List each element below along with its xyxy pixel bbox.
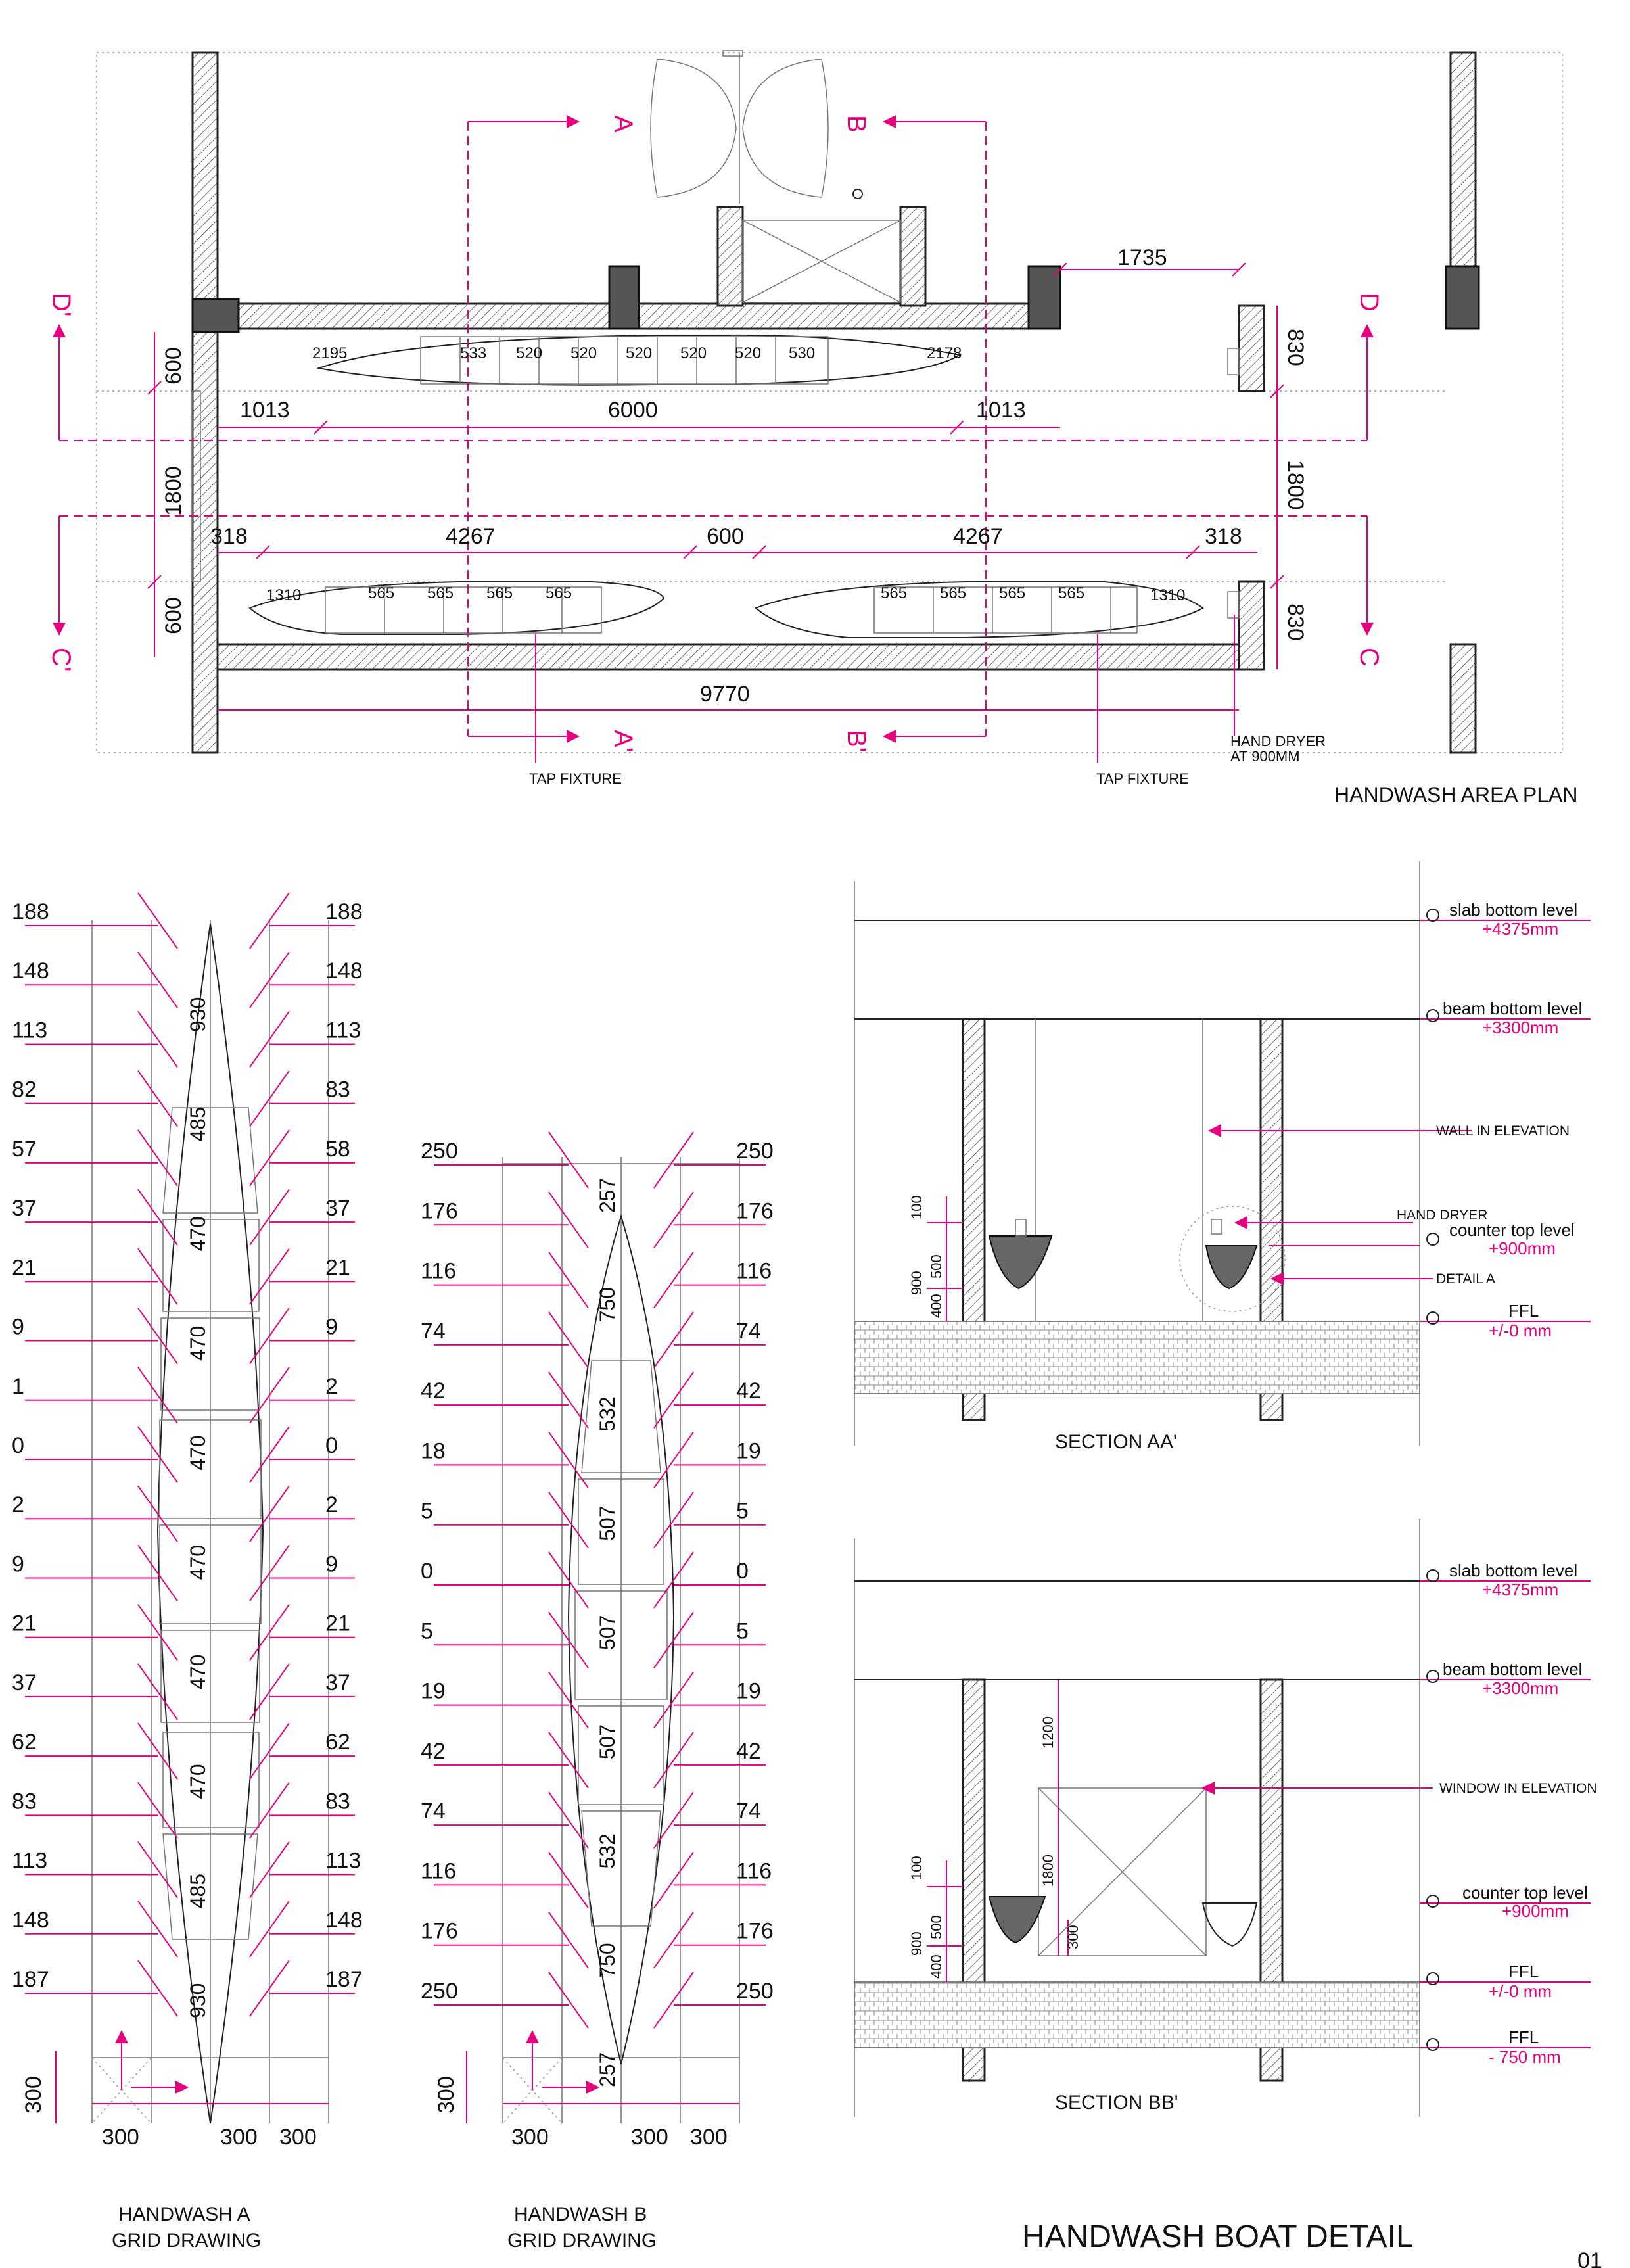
dim-4267-left: 4267	[446, 524, 496, 549]
window-elevation-note: WINDOW IN ELEVATION	[1439, 1781, 1597, 1796]
hand-dryer-note: HAND DRYER	[1230, 733, 1326, 749]
ffl-label: FFL	[1508, 1962, 1539, 1981]
grid-a-right-offset: 58	[325, 1136, 350, 1162]
grid-a-right-offset: 113	[325, 1018, 361, 1043]
section-aa-dim-900: 900	[908, 1271, 925, 1295]
grid-a-right-offset: 113	[325, 1848, 361, 1874]
dim-318-right: 318	[1205, 524, 1242, 549]
page-number: 01	[1577, 2248, 1602, 2268]
grid-a-segment-length: 485	[186, 1106, 210, 1142]
grid-a-right-offset: 148	[325, 958, 363, 984]
section-mark-b: B	[842, 115, 871, 133]
grid-b-segment-length: 532	[595, 1396, 619, 1432]
grid-a-right-offset: 9	[325, 1551, 338, 1577]
section-mark-d-prime: D'	[47, 293, 76, 317]
grid-b-left-offset: 0	[421, 1559, 433, 1584]
grid-a-segment-length: 470	[186, 1544, 210, 1580]
grid-a-segment-length: 470	[186, 1325, 210, 1361]
grid-a-left-offset: 9	[12, 1314, 24, 1340]
dim-6000: 6000	[608, 398, 658, 423]
grid-a-width: 300	[102, 2125, 139, 2150]
grid-a-right-offset: 2	[325, 1373, 338, 1399]
grid-a-left-offset: 1	[12, 1373, 24, 1399]
boat-dim: 2195	[312, 344, 348, 362]
handwash-b-grid-drawing	[421, 1132, 774, 2252]
section-aa-title: SECTION AA'	[1055, 1431, 1177, 1453]
boat-dim: 565	[1058, 584, 1085, 602]
section-bb-dim-900: 900	[908, 1931, 925, 1956]
grid-b-width: 300	[690, 2125, 728, 2150]
tap-fixture-note: TAP FIXTURE	[529, 770, 622, 787]
grid-a-subtitle: GRID DRAWING	[112, 2230, 262, 2252]
boat-dim: 565	[999, 584, 1026, 602]
grid-b-subtitle: GRID DRAWING	[507, 2230, 657, 2252]
boat-dim: 530	[789, 344, 816, 362]
beam-level-label: beam bottom level	[1443, 1659, 1583, 1679]
section-mark-c: C	[1355, 648, 1384, 667]
section-mark-a: A	[609, 115, 638, 133]
grid-b-left-offset: 5	[421, 1618, 433, 1644]
grid-b-left-offset: 18	[421, 1438, 446, 1464]
boat-dim: 520	[626, 344, 653, 362]
grid-b-segment-length: 257	[595, 1177, 619, 1213]
dim-1800-right: 1800	[1283, 460, 1308, 510]
grid-a-right-offset: 21	[325, 1255, 350, 1281]
grid-a-width: 300	[279, 2125, 317, 2150]
grid-a-width: 300	[220, 2125, 258, 2150]
dim-1735: 1735	[1117, 245, 1167, 270]
slab-level-value: +4375mm	[1482, 1580, 1559, 1599]
ffl-value: +/-0 mm	[1489, 1981, 1552, 2001]
grid-a-right-offset: 21	[325, 1611, 350, 1636]
slab-level-label: slab bottom level	[1449, 900, 1578, 920]
bottom-right-handwash-boat	[756, 582, 1203, 638]
boat-dim: 1310	[266, 586, 302, 604]
grid-b-left-offset: 176	[421, 1918, 458, 1944]
boat-dim: 565	[368, 584, 395, 602]
grid-a-segment-length: 930	[186, 997, 210, 1032]
slab-level-label: slab bottom level	[1449, 1561, 1578, 1580]
section-aa-dim-500: 500	[928, 1254, 944, 1279]
section-bb-dim-100: 100	[908, 1856, 925, 1880]
boat-dim: 565	[427, 584, 454, 602]
dim-1013-left: 1013	[240, 398, 290, 423]
detail-a-label: DETAIL A	[1436, 1271, 1495, 1287]
plan-title: HANDWASH AREA PLAN	[1334, 783, 1578, 807]
grid-b-left-offset: 19	[421, 1678, 446, 1704]
grid-a-segment-length: 470	[186, 1654, 210, 1689]
grid-b-right-offset: 42	[736, 1379, 761, 1404]
boat-dim: 565	[486, 584, 513, 602]
grid-b-width: 300	[631, 2125, 668, 2150]
dim-1013-right: 1013	[976, 398, 1026, 423]
grid-a-right-offset: 148	[325, 1907, 363, 1933]
grid-a-left-offset: 113	[12, 1848, 48, 1874]
grid-a-left-offset: 187	[12, 1967, 49, 1992]
section-mark-d: D	[1355, 293, 1384, 312]
grid-a-left-offset: 83	[12, 1789, 37, 1814]
dim-830-top: 830	[1283, 329, 1308, 366]
bottom-wall	[218, 644, 1257, 669]
grid-a-left-offset: 188	[12, 899, 49, 924]
boat-dim: 565	[881, 584, 908, 602]
grid-a-left-offset: 82	[12, 1077, 37, 1102]
dim-4267-right: 4267	[953, 524, 1003, 549]
section-mark-a-prime: A'	[609, 730, 638, 753]
grid-a-right-offset: 0	[325, 1433, 338, 1458]
grid-a-right-offset: 83	[325, 1077, 350, 1102]
grid-b-width: 300	[511, 2125, 549, 2150]
counter-level-value: +900mm	[1489, 1239, 1556, 1258]
grid-a-right-offset: 188	[325, 899, 363, 924]
boat-dim: 520	[680, 344, 707, 362]
grid-b-left-offset: 176	[421, 1198, 458, 1224]
boat-dim: 520	[570, 344, 597, 362]
grid-a-left-offset: 62	[12, 1730, 37, 1755]
grid-a-left-offset: 0	[12, 1433, 24, 1458]
section-bb-dim-500: 500	[928, 1915, 944, 1939]
grid-b-title: HANDWASH B	[514, 2204, 647, 2225]
section-mark-b-prime: B'	[842, 730, 871, 753]
section-bb	[854, 1519, 1597, 2117]
grid-b-right-offset: 116	[736, 1858, 772, 1884]
grid-b-segment-length: 507	[595, 1505, 619, 1541]
section-mark-c-prime: C'	[47, 648, 76, 672]
boat-dim: 533	[460, 344, 487, 362]
grid-b-segment-length: 750	[595, 1943, 619, 1978]
ffl-value: +/-0 mm	[1489, 1321, 1552, 1340]
grid-b-left-offset: 116	[421, 1858, 457, 1884]
section-bb-dim-300: 300	[1065, 1925, 1081, 1949]
grid-b-left-offset: 116	[421, 1258, 457, 1284]
grid-a-right-offset: 62	[325, 1730, 350, 1755]
beam-level-value: +3300mm	[1482, 1018, 1559, 1037]
dim-318-left: 318	[210, 524, 248, 549]
dim-830-bottom: 830	[1283, 603, 1308, 641]
grid-a-height: 300	[21, 2076, 46, 2114]
grid-a-right-offset: 37	[325, 1670, 350, 1695]
grid-b-left-offset: 42	[421, 1738, 446, 1764]
counter-level-value: +900mm	[1502, 1901, 1569, 1921]
grid-b-left-offset: 74	[421, 1799, 446, 1824]
handwash-a-grid-drawing	[12, 893, 363, 2252]
hand-dryer-label: HAND DRYER	[1397, 1208, 1488, 1223]
section-aa	[854, 861, 1591, 1453]
grid-a-segment-length: 470	[186, 1764, 210, 1799]
section-bb-dim-400: 400	[928, 1954, 944, 1979]
handwash-area-plan	[47, 51, 1577, 807]
grid-b-right-offset: 250	[736, 1979, 774, 2004]
dim-1800-left: 1800	[161, 466, 186, 516]
grid-b-right-offset: 5	[736, 1498, 749, 1524]
tap-fixture-note: TAP FIXTURE	[1096, 770, 1189, 787]
grid-b-left-offset: 250	[421, 1139, 458, 1164]
grid-b-left-offset: 42	[421, 1379, 446, 1404]
grid-a-right-offset: 83	[325, 1789, 350, 1814]
hand-dryer-note: AT 900MM	[1230, 748, 1300, 765]
grid-a-left-offset: 9	[12, 1551, 24, 1577]
ffl2-label: FFL	[1508, 2027, 1539, 2047]
grid-b-right-offset: 74	[736, 1318, 761, 1344]
section-aa-dim-100: 100	[908, 1195, 925, 1219]
dim-600-top: 600	[161, 347, 186, 385]
grid-b-right-offset: 250	[736, 1139, 774, 1164]
grid-a-right-offset: 9	[325, 1314, 338, 1340]
left-wall	[193, 53, 218, 753]
grid-b-segment-length: 507	[595, 1615, 619, 1650]
grid-b-left-offset: 74	[421, 1318, 446, 1344]
grid-a-segment-length: 930	[186, 1983, 210, 2018]
grid-a-left-offset: 113	[12, 1018, 48, 1043]
grid-a-segment-length: 470	[186, 1435, 210, 1471]
grid-b-right-offset: 176	[736, 1198, 774, 1224]
grid-b-right-offset: 176	[736, 1918, 774, 1944]
grid-a-right-offset: 2	[325, 1492, 338, 1518]
beam-level-value: +3300mm	[1482, 1678, 1559, 1698]
right-wall-lower	[1451, 644, 1476, 753]
grid-b-segment-length: 257	[595, 2052, 619, 2087]
counter-level-label: counter top level	[1449, 1220, 1575, 1240]
grid-a-left-offset: 37	[12, 1196, 37, 1221]
grid-a-left-offset: 148	[12, 1907, 49, 1933]
grid-a-segment-length: 485	[186, 1873, 210, 1909]
grid-a-right-offset: 37	[325, 1196, 350, 1221]
grid-a-left-offset: 21	[12, 1611, 37, 1636]
grid-b-left-offset: 5	[421, 1498, 433, 1524]
grid-b-segment-length: 750	[595, 1287, 619, 1323]
wall-elevation-note: WALL IN ELEVATION	[1436, 1123, 1570, 1139]
grid-a-title: HANDWASH A	[118, 2204, 250, 2225]
section-aa-dim-400: 400	[928, 1294, 944, 1318]
grid-a-left-offset: 57	[12, 1136, 37, 1162]
section-bb-dim-1800: 1800	[1040, 1855, 1056, 1887]
boat-dim: 520	[735, 344, 762, 362]
boat-dim: 565	[546, 584, 572, 602]
beam-level-label: beam bottom level	[1443, 999, 1583, 1018]
grid-b-right-offset: 19	[736, 1438, 761, 1464]
grid-b-right-offset: 19	[736, 1678, 761, 1704]
boat-dim: 565	[940, 584, 967, 602]
slab-level-value: +4375mm	[1482, 919, 1559, 939]
section-bb-dim-1200: 1200	[1040, 1716, 1056, 1749]
grid-a-right-offset: 187	[325, 1967, 363, 1992]
grid-a-left-offset: 37	[12, 1670, 37, 1695]
grid-b-segment-length: 532	[595, 1833, 619, 1869]
dim-9770: 9770	[700, 682, 750, 707]
counter-level-label: counter top level	[1462, 1883, 1588, 1902]
boat-dim: 520	[516, 344, 543, 362]
grid-b-right-offset: 42	[736, 1738, 761, 1764]
dim-600-bottom: 600	[161, 597, 186, 634]
ffl-label: FFL	[1508, 1301, 1539, 1321]
grid-a-left-offset: 2	[12, 1492, 24, 1518]
boat-dim: 1310	[1150, 586, 1186, 604]
grid-a-left-offset: 148	[12, 958, 49, 984]
grid-b-height: 300	[434, 2076, 459, 2114]
ffl2-value: - 750 mm	[1489, 2047, 1561, 2067]
boat-dim: 2178	[927, 344, 962, 362]
grid-b-right-offset: 0	[736, 1559, 749, 1584]
grid-b-right-offset: 74	[736, 1799, 761, 1824]
grid-b-left-offset: 250	[421, 1979, 458, 2004]
dim-600-mid: 600	[707, 524, 744, 549]
grid-b-right-offset: 5	[736, 1618, 749, 1644]
grid-a-left-offset: 21	[12, 1255, 37, 1281]
grid-b-segment-length: 507	[595, 1724, 619, 1760]
grid-a-segment-length: 470	[186, 1216, 210, 1252]
section-bb-title: SECTION BB'	[1055, 2092, 1178, 2114]
sheet-title: HANDWASH BOAT DETAIL	[1022, 2219, 1414, 2254]
grid-b-right-offset: 116	[736, 1258, 772, 1284]
